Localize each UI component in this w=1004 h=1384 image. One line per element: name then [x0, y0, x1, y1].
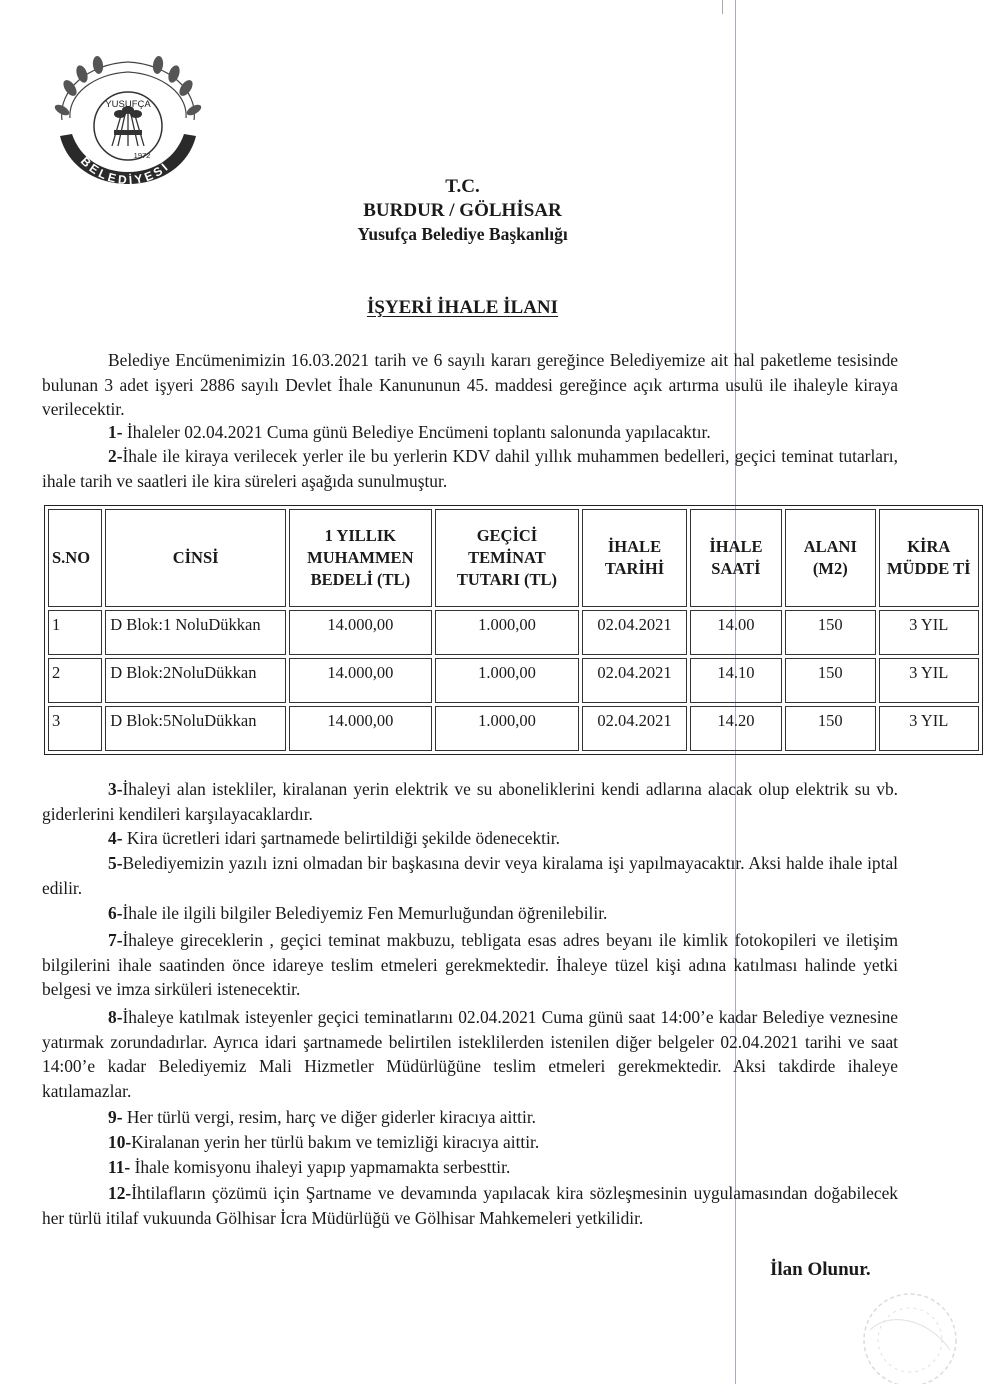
- cell-teminat: 1.000,00: [435, 706, 580, 751]
- column-header: S.NO: [48, 509, 102, 607]
- item-number: 3-: [108, 779, 123, 799]
- item-text: İhale ile kiraya verilecek yerler ile bu yerlerin KDV dahil yıllık muhammen bedelleri, geçici teminat tutarları, ihale tarih ve saatleri ile kira süreleri aşağıda sunulmuştur.: [42, 446, 898, 491]
- cell-cinsi: D Blok:2NoluDükkan: [105, 658, 286, 703]
- header-line-3: Yusufça Belediye Başkanlığı: [357, 224, 568, 244]
- item-number: 6-: [108, 903, 123, 923]
- item-10: [42, 1130, 898, 1155]
- cell-saat: 14.20: [690, 706, 782, 751]
- cell-teminat: 1.000,00: [435, 610, 580, 655]
- intro-paragraph: [42, 348, 898, 422]
- item-4: [42, 826, 898, 851]
- item-number: 10-: [108, 1132, 132, 1152]
- table-row: [48, 610, 979, 655]
- item-number: 1-: [108, 422, 123, 442]
- item-number: 12-: [108, 1183, 132, 1203]
- table-header-row: [48, 509, 979, 607]
- scan-artifact-line: [722, 0, 723, 14]
- column-header: ALANI (M2): [785, 509, 875, 607]
- item-text: İhtilafların çözümü için Şartname ve devamında yapılacak kira sözleşmesinin uygulamasından doğabilecek her türlü itilaf vukuunda Gölhisar İcra Müdürlüğü ve Gölhisar Mahkemeleri yetkilidir.: [42, 1183, 898, 1228]
- cell-muhammen: 14.000,00: [289, 706, 432, 751]
- column-header: CİNSİ: [105, 509, 286, 607]
- column-header: İHALE TARİHİ: [582, 509, 686, 607]
- item-text: İhale komisyonu ihaleyi yapıp yapmamakta serbesttir.: [130, 1157, 511, 1177]
- cell-saat: 14.00: [690, 610, 782, 655]
- closing-text: İlan Olunur.: [770, 1259, 871, 1280]
- item-text: İhale ile ilgili bilgiler Belediyemiz Fen Memurluğundan öğrenilebilir.: [122, 903, 608, 923]
- cell-muhammen: 14.000,00: [289, 658, 432, 703]
- item-12: [42, 1181, 898, 1230]
- item-5: [42, 851, 898, 900]
- item-9: [42, 1105, 898, 1130]
- header-line-1: T.C.: [445, 176, 480, 197]
- cell-muhammen: 14.000,00: [289, 610, 432, 655]
- cell-saat: 14.10: [690, 658, 782, 703]
- item-text: Her türlü vergi, resim, harç ve diğer giderler kiracıya aittir.: [122, 1107, 537, 1127]
- item-11: [42, 1155, 898, 1180]
- cell-cinsi: D Blok:1 NoluDükkan: [105, 610, 286, 655]
- header-line-2: BURDUR / GÖLHİSAR: [363, 200, 562, 221]
- tender-table: [44, 505, 983, 755]
- item-number: 5-: [108, 853, 123, 873]
- cell-teminat: 1.000,00: [435, 658, 580, 703]
- item-text: Kira ücretleri idari şartnamede belirtildiği şekilde ödenecektir.: [122, 828, 560, 848]
- item-number: 11-: [108, 1157, 131, 1177]
- page-title: İŞYERİ İHALE İLANI: [366, 297, 559, 318]
- item-text: İhaleye katılmak isteyenler geçici teminatlarını 02.04.2021 Cuma günü saat 14:00’e kadar Belediye veznesine yatırmak zorundadırlar. Ayrıca idari şartnamede belirtilen isteklilerden istenilen diğer belgeler 02.04.2021 tarihi ve saat 14:00’e kadar Belediyemiz Mali Hizmetler Müdürlüğüne teslim etmeleri gerekmektedir. Aksi takdirde ihaleye katılamazlar.: [42, 1007, 898, 1101]
- cell-mudde: 3 YIL: [879, 706, 980, 751]
- cell-alan: 150: [785, 658, 875, 703]
- cell-tarih: 02.04.2021: [582, 610, 686, 655]
- column-header: KİRA MÜDDE Tİ: [879, 509, 980, 607]
- logo-top-text: YUSUFÇA: [105, 99, 151, 110]
- item-text: Kiralanan yerin her türlü bakım ve temizliği kiracıya aittir.: [131, 1132, 540, 1152]
- cell-mudde: 3 YIL: [879, 610, 980, 655]
- cell-alan: 150: [785, 706, 875, 751]
- item-6: [42, 901, 898, 926]
- cell-alan: 150: [785, 610, 875, 655]
- logo-bottom-text: BELEDİYESİ: [77, 153, 173, 188]
- item-7: [42, 928, 898, 1002]
- item-1: [42, 420, 898, 445]
- item-number: 4-: [108, 828, 123, 848]
- table-row: [48, 658, 979, 703]
- column-header: 1 YILLIK MUHAMMEN BEDELİ (TL): [289, 509, 432, 607]
- cell-sno: 3: [48, 706, 102, 751]
- column-header: GEÇİCİ TEMİNAT TUTARI (TL): [435, 509, 580, 607]
- item-3: [42, 777, 898, 826]
- cell-tarih: 02.04.2021: [582, 658, 686, 703]
- faded-stamp-mark: [810, 1270, 980, 1384]
- item-text: İhaleler 02.04.2021 Cuma günü Belediye Encümeni toplantı salonunda yapılacaktır.: [122, 422, 711, 442]
- cell-sno: 2: [48, 658, 102, 703]
- item-number: 9-: [108, 1107, 123, 1127]
- item-2: [42, 444, 898, 493]
- intro-text: Belediye Encümenimizin 16.03.2021 tarih ve 6 sayılı kararı gereğince Belediyemize ait hal paketleme tesisinde bulunan 3 adet işyeri 2886 sayılı Devlet İhale Kanununun 45. maddesi gereğince açık artırma usulü ile ihaleyle kiraya verilecektir.: [42, 350, 898, 419]
- item-text: İhaleyi alan istekliler, kiralanan yerin elektrik ve su aboneliklerini kendi adlarına alacak olup elektrik su vb. giderlerini kendileri karşılayacaklardır.: [42, 779, 898, 824]
- municipality-logo: [48, 50, 208, 190]
- cell-cinsi: D Blok:5NoluDükkan: [105, 706, 286, 751]
- item-number: 2-: [108, 446, 123, 466]
- cell-sno: 1: [48, 610, 102, 655]
- table-row: [48, 706, 979, 751]
- item-number: 7-: [108, 930, 123, 950]
- cell-tarih: 02.04.2021: [582, 706, 686, 751]
- item-text: İhaleye gireceklerin , geçici teminat makbuzu, tebligata esas adres beyanı ile kimlik fotokopileri ve iletişim bilgilerini ihale saatinden önce idareye teslim etmeleri gerekmektedir. İhaleye tüzel kişi adına katılması halinde yetki belgesi ve imza sirküleri istenecektir.: [42, 930, 898, 999]
- item-number: 8-: [108, 1007, 123, 1027]
- item-8: [42, 1005, 898, 1103]
- item-text: Belediyemizin yazılı izni olmadan bir başkasına devir veya kiralama işi yapılmayacaktır. Aksi halde ihale iptal edilir.: [42, 853, 898, 898]
- cell-mudde: 3 YIL: [879, 658, 980, 703]
- logo-year: 1972: [133, 151, 151, 160]
- column-header: İHALE SAATİ: [690, 509, 782, 607]
